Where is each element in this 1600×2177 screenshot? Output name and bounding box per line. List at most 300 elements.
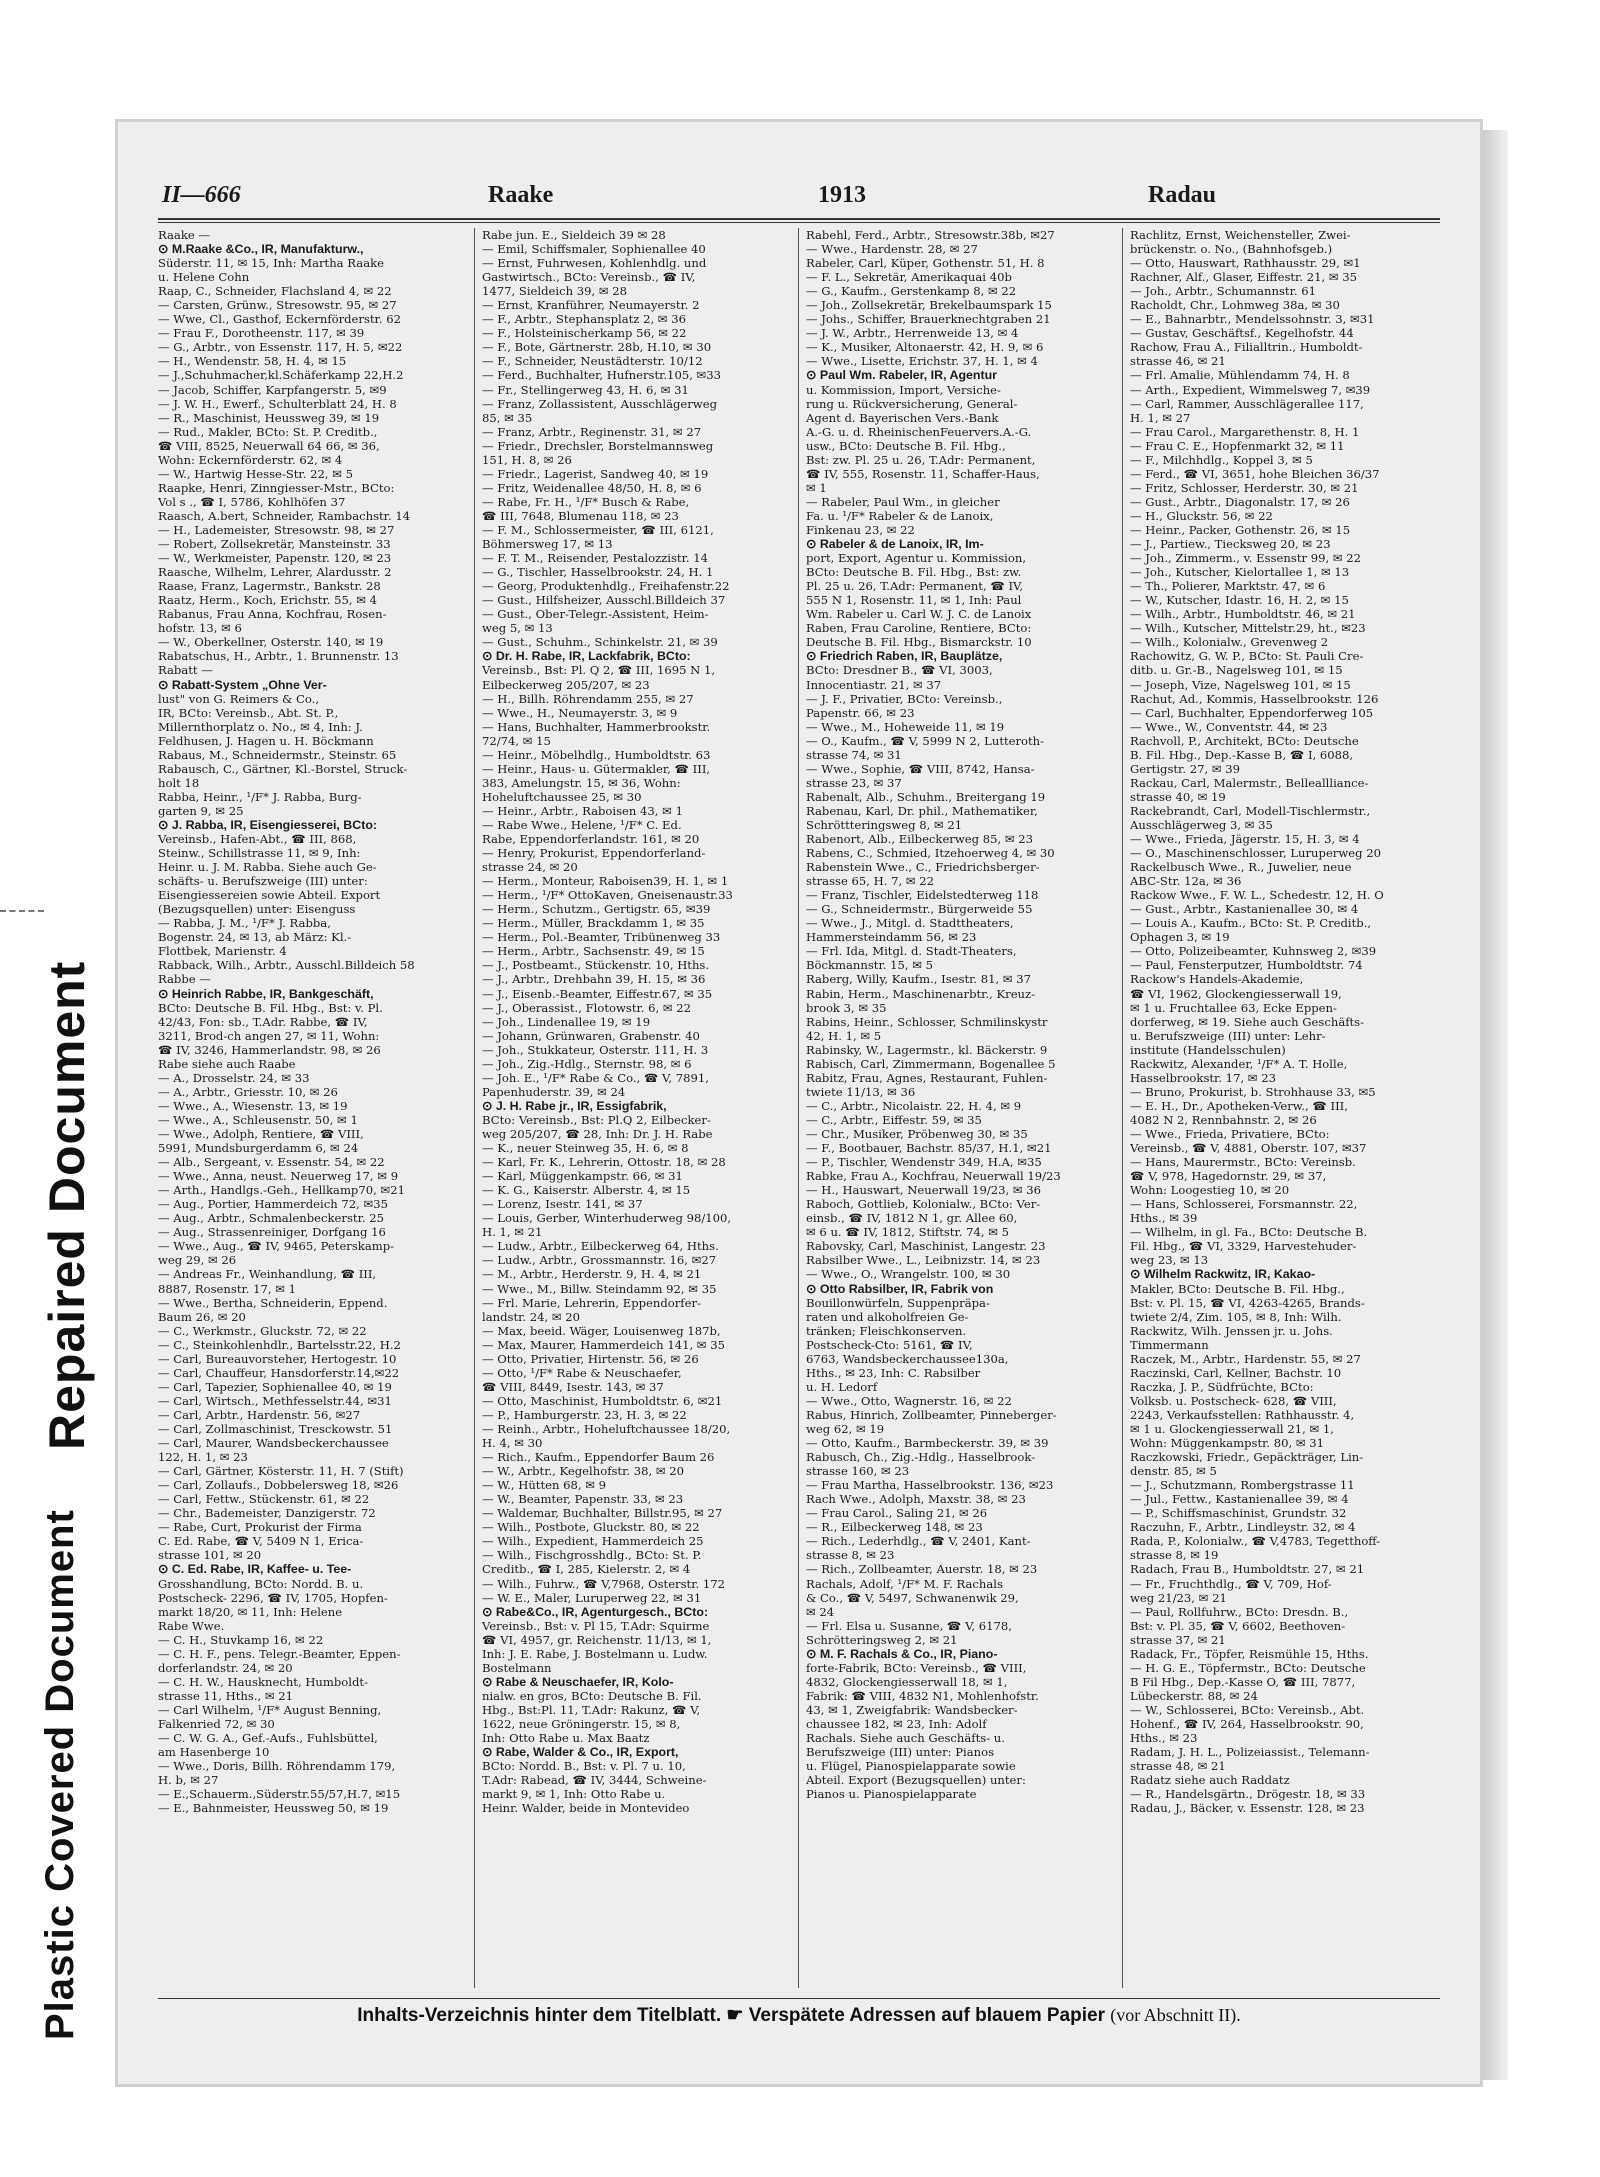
directory-entry-line: ⊙ Heinrich Rabbe, IR, Bankgeschäft, <box>158 986 374 1001</box>
directory-entry-line: Baum 26, ✉ 20 <box>158 1309 246 1324</box>
directory-entry-line: Gastwirtsch., BCto: Vereinsb., ☎ IV, <box>482 270 696 285</box>
directory-entry-line: BCto: Deutsche B. Fil. Hbg., Bst: zw. <box>806 565 1022 580</box>
directory-entry-line: Postscheck- 2296, ☎ IV, 1705, Hopfen- <box>158 1590 388 1605</box>
directory-entry-line: twiete 11/13, ✉ 36 <box>806 1084 916 1099</box>
directory-entry-line: Rabbe — <box>158 972 211 987</box>
directory-entry-line: ⊙ J. Rabba, IR, Eisengiesserei, BCto: <box>158 817 378 832</box>
directory-entry-line: u. H. Ledorf <box>806 1379 878 1394</box>
directory-entry-line: — Frl. Ida, Mitgl. d. Stadt-Theaters, <box>806 944 1017 959</box>
directory-entry-line: — Ludw., Arbtr., Grossmannstr. 16, ✉27 <box>482 1253 717 1268</box>
directory-entry-line: — Hans, Schlosserei, Forsmannstr. 22, <box>1130 1197 1358 1212</box>
directory-entry-line: Rackebrandt, Carl, Modell-Tischlermstr., <box>1130 803 1371 818</box>
directory-entry-line: Rachlitz, Ernst, Weichensteller, Zwei- <box>1130 228 1351 242</box>
directory-entry-line: — J. W. H., Ewerf., Schulterblatt 24, H. 8 <box>158 396 397 411</box>
directory-entry-line: — Aug., Strassenreiniger, Dorfgang 16 <box>158 1225 386 1240</box>
directory-entry-line: ABC-Str. 12a, ✉ 36 <box>1130 874 1242 889</box>
directory-entry-line: dorferweg, ✉ 19. Siehe auch Geschäfts- <box>1130 1014 1365 1029</box>
directory-entry-line: — Carl, Rammer, Ausschlägerallee 117, <box>1130 396 1364 411</box>
directory-entry-line: — Rabe, Curt, Prokurist der Firma <box>158 1520 362 1535</box>
directory-entry-line: — Th., Polierer, Marktstr. 47, ✉ 6 <box>1130 579 1326 594</box>
directory-entry-line: Bostelmann <box>482 1660 552 1675</box>
directory-entry-line: ⊙ J. H. Rabe jr., IR, Essigfabrik, <box>482 1098 667 1113</box>
directory-entry-line: brückenstr. o. No., (Bahnhofsgeb.) <box>1130 242 1333 257</box>
directory-entry-line: markt 9, ✉ 1, Inh: Otto Rabe u. <box>482 1787 666 1802</box>
directory-entry-line: Rachals. Siehe auch Geschäfts- u. <box>806 1731 1005 1746</box>
directory-entry-line: — Carl, Bureauvorsteher, Hertogestr. 10 <box>158 1351 397 1366</box>
directory-entry-line: B Fil Hbg., Dep.-Kasse O, ☎ III, 7877, <box>1130 1674 1356 1689</box>
directory-entry-line: — Wwe., A., Wiesenstr. 13, ✉ 19 <box>158 1098 348 1113</box>
directory-entry-line: — Joh., Zollsekretär, Brekelbaumspark 15 <box>806 298 1052 313</box>
directory-entry-line: Lübeckerstr. 88, ✉ 24 <box>1130 1688 1258 1703</box>
directory-entry-line: strasse 37, ✉ 21 <box>1130 1632 1226 1647</box>
directory-entry-line: Rackelbusch Wwe., R., Juwelier, neue <box>1130 860 1352 875</box>
directory-entry-line: Raatz, Herm., Koch, Erichstr. 55, ✉ 4 <box>158 593 378 608</box>
directory-entry-line: — Wwe., Lisette, Erichstr. 37, H. 1, ✉ 4 <box>806 354 1038 369</box>
directory-entry-line: ✉ 1 u. Glockengiesserwall 21, ✉ 1, <box>1130 1421 1334 1436</box>
directory-entry-line: Hths., ✉ 23, Inh: C. Rabsilber <box>806 1365 981 1380</box>
directory-entry-line: — Otto, Polizeibeamter, Kuhnsweg 2, ✉39 <box>1130 944 1377 959</box>
directory-entry-line: — J. W., Arbtr., Herrenweide 13, ✉ 4 <box>806 326 1019 341</box>
directory-entry-line: — Herm., Schutzm., Gertigstr. 65, ✉39 <box>482 902 711 917</box>
directory-entry-line: — K. G., Kaiserstr. Alberstr. 4, ✉ 15 <box>482 1183 691 1198</box>
directory-entry-line: — Wilhelm, in gl. Fa., BCto: Deutsche B. <box>1130 1225 1368 1240</box>
directory-entry-line: — Johs., Schiffer, Brauerknechtgraben 21 <box>806 312 1051 327</box>
directory-entry-line: Rackau, Carl, Malermstr., Belleallliance- <box>1130 775 1369 790</box>
directory-entry-line: — W. E., Maler, Luruperweg 22, ✉ 31 <box>482 1590 702 1605</box>
header-year: 1913 <box>818 182 866 208</box>
directory-entry-line: — H., Lademeister, Stresowstr. 98, ✉ 27 <box>158 522 395 537</box>
scanned-page <box>118 122 1480 2084</box>
directory-entry-line: — W., Hütten 68, ✉ 9 <box>482 1478 607 1493</box>
directory-entry-line: — Wwe., Frieda, Privatiere, BCto: <box>1130 1127 1330 1141</box>
directory-entry-line: — J., Partiew., Tiecksweg 20, ✉ 23 <box>1130 537 1331 552</box>
directory-entry-line: 85, ✉ 35 <box>482 410 533 425</box>
directory-entry-line: Raasch, A.bert, Schneider, Rambachstr. 14 <box>158 508 411 523</box>
directory-entry-line: — J. F., Privatier, BCto: Vereinsb., <box>806 691 1003 706</box>
directory-entry-line: — Otto, ¹/F* Rabe & Neuschaefer, <box>482 1365 682 1380</box>
directory-entry-line: — Wwe., Otto, Wagnerstr. 16, ✉ 22 <box>806 1393 1012 1408</box>
directory-entry-line: Rabus, Hinrich, Zollbeamter, Pinneberger- <box>806 1407 1057 1422</box>
directory-entry-line: Raczuhn, F., Arbtr., Lindleystr. 32, ✉ 4 <box>1130 1520 1356 1535</box>
directory-entry-line: H. b, ✉ 27 <box>158 1773 219 1788</box>
directory-entry-line: — Wilh., Kutscher, Mittelstr.29, ht., ✉23 <box>1130 621 1366 636</box>
directory-entry-line: — Wwe., Frieda, Jägerstr. 15, H. 3, ✉ 4 <box>1130 832 1360 847</box>
directory-entry-line: — Rabeler, Paul Wm., in gleicher <box>806 494 1000 509</box>
scan-edge-shadow <box>1480 130 1508 2080</box>
directory-entry-line: — Wwe., Aug., ☎ IV, 9465, Peterskamp- <box>158 1239 395 1254</box>
directory-entry-line: Rabsilber Wwe., L., Leibnizstr. 14, ✉ 23 <box>806 1253 1041 1268</box>
directory-entry-line: — Carl, Fettw., Stückenstr. 61, ✉ 22 <box>158 1492 370 1507</box>
directory-entry-line: Rachow, Frau A., Filialltrin., Humboldt- <box>1130 340 1363 355</box>
directory-entry-line: Böckmannstr. 15, ✉ 5 <box>806 958 934 973</box>
directory-entry-line: — Carl, Wirtsch., Methfesselstr.44, ✉31 <box>158 1393 392 1408</box>
directory-entry-line: — Emil, Schiffsmaler, Sophienallee 40 <box>482 242 706 257</box>
directory-entry-line: — Wilh., Fuhrw., ☎ V,7968, Osterstr. 172 <box>482 1576 725 1591</box>
directory-entry-line: Radach, Frau B., Humboldtstr. 27, ✉ 21 <box>1130 1562 1365 1577</box>
directory-entry-line: Raczkowski, Friedr., Gepäckträger, Lin- <box>1130 1450 1364 1465</box>
directory-entry-line: ✉ 1 u. Fruchtallee 63, Ecke Eppen- <box>1130 1000 1337 1015</box>
directory-entry-line: — F., Milchhdlg., Koppel 3, ✉ 5 <box>1130 452 1313 467</box>
directory-entry-line: — W., Beamter, Papenstr. 33, ✉ 23 <box>482 1492 684 1507</box>
directory-page <box>148 166 1450 2046</box>
directory-entry-line: 555 N 1, Rosenstr. 11, ✉ 1, Inh: Paul <box>806 593 1022 608</box>
directory-entry-line: — Herm., ¹/F* OttoKaven, Gneisenaustr.33 <box>482 888 733 903</box>
directory-entry-line: — Lorenz, Isestr. 141, ✉ 37 <box>482 1197 643 1212</box>
directory-entry-line: weg 21/23, ✉ 21 <box>1130 1590 1227 1605</box>
directory-columns <box>158 228 1440 1994</box>
directory-entry-line: — E.,Schauerm.,Süderstr.55/57,H.7, ✉15 <box>158 1787 401 1802</box>
directory-entry-line: — C., Werkmstr., Gluckstr. 72, ✉ 22 <box>158 1323 367 1338</box>
directory-entry-line: — Wwe., M., Billw. Steindamm 92, ✉ 35 <box>482 1281 717 1296</box>
directory-entry-line: Raboch, Gottlieb, Kolonialw., BCto: Ver- <box>806 1197 1041 1212</box>
directory-entry-line: ⊙ Friedrich Raben, IR, Bauplätze, <box>806 649 1003 664</box>
column-2 <box>482 228 792 1994</box>
directory-entry-line: — F. L., Sekretär, Amerikaquai 40b <box>806 270 1012 285</box>
directory-entry-line: — Arth., Expedient, Wimmelsweg 7, ✉39 <box>1130 382 1371 397</box>
directory-entry-line: — Wwe., Sophie, ☎ VIII, 8742, Hansa- <box>806 761 1035 776</box>
column-3 <box>806 228 1116 1994</box>
directory-entry-line: — C. H. W., Hausknecht, Humboldt- <box>158 1674 368 1689</box>
directory-entry-line: Hths., ✉ 23 <box>1130 1731 1198 1746</box>
directory-entry-line: ⊙ M.Raake &Co., IR, Manufakturw., <box>158 242 364 257</box>
directory-entry-line: landstr. 24, ✉ 20 <box>482 1309 581 1324</box>
directory-entry-line: Vereinsb., ☎ V, 4881, Oberstr. 107, ✉37 <box>1130 1141 1367 1156</box>
directory-entry-line: — Joh., Kutscher, Kielortallee 1, ✉ 13 <box>1130 565 1350 580</box>
directory-entry-line: Rabusch, Ch., Zig.-Hdlg., Hasselbrook- <box>806 1450 1036 1465</box>
directory-entry-line: — Friedr., Lagerist, Sandweg 40, ✉ 19 <box>482 466 709 481</box>
directory-entry-line: — Ludw., Arbtr., Eilbeckerweg 64, Hths. <box>482 1239 719 1254</box>
directory-entry-line: einsb., ☎ IV, 1812 N 1, gr. Allee 60, <box>806 1211 1018 1226</box>
directory-entry-line: Radam, J. H. L., Polizeiassist., Telemann- <box>1130 1745 1370 1760</box>
directory-entry-line: u. Kommission, Import, Versiche- <box>806 382 1001 397</box>
directory-entry-line: Deutsche B. Fil. Hbg., Bismarckstr. 10 <box>806 635 1032 650</box>
directory-entry-line: — Carl, Zollaufs., Dobbelersweg 18, ✉26 <box>158 1478 399 1493</box>
directory-entry-line: Rabe jun. E., Sieldeich 39 ✉ 28 <box>482 228 666 242</box>
directory-entry-line: — Frau Martha, Hasselbrookstr. 136, ✉23 <box>806 1478 1054 1493</box>
directory-entry-line: — Robert, Zollsekretär, Mansteinstr. 33 <box>158 537 391 552</box>
directory-entry-line: — C. W. G. A., Gef.-Aufs., Fuhlsbüttel, <box>158 1731 378 1746</box>
directory-entry-line: Rabovsky, Carl, Maschinist, Langestr. 23 <box>806 1239 1046 1254</box>
directory-entry-line: Finkenau 23, ✉ 22 <box>806 522 915 537</box>
directory-entry-line: ☎ VI, 4957, gr. Reichenstr. 11/13, ✉ 1, <box>482 1632 712 1647</box>
directory-entry-line: — Joh. E., ¹/F* Rabe & Co., ☎ V, 7891, <box>482 1070 709 1085</box>
directory-entry-line: — Jacob, Schiffer, Karpfangerstr. 5, ✉9 <box>158 382 387 397</box>
directory-entry-line: strasse 40, ✉ 19 <box>1130 789 1226 804</box>
cut-mark <box>0 910 44 912</box>
directory-entry-line: — G., Kaufm., Gerstenkamp 8, ✉ 22 <box>806 284 1017 299</box>
directory-entry-line: — Wilh., Postbote, Gluckstr. 80, ✉ 22 <box>482 1520 700 1535</box>
directory-entry-line: strasse 48, ✉ 21 <box>1130 1759 1226 1774</box>
directory-entry-line: Rachvoll, P., Architekt, BCto: Deutsche <box>1130 733 1359 748</box>
column-1 <box>158 228 468 1994</box>
directory-entry-line: Rachals, Adolf, ¹/F* M. F. Rachals <box>806 1576 1003 1591</box>
column-4 <box>1130 228 1440 1994</box>
directory-entry-line: — Hans, Maurermstr., BCto: Vereinsb. <box>1130 1155 1356 1170</box>
directory-entry-line: — Bruno, Prokurist, b. Strohhause 33, ✉5 <box>1130 1084 1376 1099</box>
directory-entry-line: 383, Amelungstr. 15, ✉ 36, Wohn: <box>482 775 681 790</box>
directory-entry-line: — Friedr., Drechsler, Borstelmannsweg <box>482 438 714 453</box>
directory-entry-line: strasse 74, ✉ 31 <box>806 747 902 762</box>
directory-entry-line: Rachowitz, G. W. P., BCto: St. Pauli Cre- <box>1130 649 1364 664</box>
directory-entry-line: ☎ VIII, 8525, Neuerwall 64 66, ✉ 36, <box>158 438 380 453</box>
directory-entry-line: — F., Holsteinischerkamp 56, ✉ 22 <box>482 326 687 341</box>
directory-entry-line: — Joh., Arbtr., Schumannstr. 61 <box>1130 284 1316 299</box>
directory-entry-line: — Heinr., Arbtr., Raboisen 43, ✉ 1 <box>482 803 683 818</box>
directory-entry-line: — Heinr., Möbelhdlg., Humboldtstr. 63 <box>482 747 711 762</box>
directory-entry-line: Gertigstr. 27, ✉ 39 <box>1130 761 1240 776</box>
directory-entry-line: — Rich., Lederhdlg., ☎ V, 2401, Kant- <box>806 1534 1031 1549</box>
directory-entry-line: Rach Wwe., Adolph, Maxstr. 38, ✉ 23 <box>806 1492 1026 1507</box>
directory-entry-line: Raben, Frau Caroline, Rentiere, BCto: <box>806 621 1032 636</box>
directory-entry-line: Berufszweige (III) unter: Pianos <box>806 1745 995 1760</box>
directory-entry-line: Timmermann <box>1130 1337 1209 1352</box>
directory-entry-line: — W., Schlosserei, BCto: Vereinsb., Abt. <box>1130 1702 1365 1717</box>
directory-entry-line: — Franz, Zollassistent, Ausschlägerweg <box>482 396 718 411</box>
directory-entry-line: — Wwe, Cl., Gasthof, Eckernförderstr. 62 <box>158 312 401 327</box>
directory-entry-line: (Bezugsquellen) unter: Eisenguss <box>158 902 356 917</box>
directory-entry-line: — Heinr., Haus- u. Gütermakler, ☎ III, <box>482 761 711 776</box>
directory-entry-line: — J., Arbtr., Drehbahn 39, H. 15, ✉ 36 <box>482 972 706 987</box>
directory-entry-line: — A., Arbtr., Griesstr. 10, ✉ 26 <box>158 1084 338 1099</box>
directory-entry-line: — A., Drosselstr. 24, ✉ 33 <box>158 1070 310 1085</box>
directory-entry-line: Rabenort, Alb., Eilbeckerweg 85, ✉ 23 <box>806 832 1034 847</box>
directory-entry-line: ⊙ Rabe, Walder & Co., IR, Export, <box>482 1745 679 1760</box>
directory-entry-line: Rabenau, Karl, Dr. phil., Mathematiker, <box>806 803 1038 818</box>
directory-entry-line: C. Ed. Rabe, ☎ V, 5409 N 1, Erica- <box>158 1534 364 1549</box>
directory-entry-line: Rachner, Alf., Glaser, Eiffestr. 21, ✉ 35 <box>1130 270 1357 285</box>
directory-entry-line: — Reinh., Arbtr., Hoheluftchaussee 18/20, <box>482 1421 731 1436</box>
directory-entry-line: ⊙ Paul Wm. Rabeler, IR, Agentur <box>806 368 997 383</box>
directory-entry-line: holt 18 <box>158 775 200 790</box>
directory-entry-line: ☎ III, 7648, Blumenau 118, ✉ 23 <box>482 508 679 523</box>
directory-entry-line: Vereinsb., Bst: Pl. Q 2, ☎ III, 1695 N 1, <box>482 663 716 678</box>
directory-entry-line: — Rich., Kaufm., Eppendorfer Baum 26 <box>482 1450 715 1465</box>
directory-entry-line: — E., Bahnarbtr., Mendelssohnstr. 3, ✉31 <box>1130 312 1375 327</box>
directory-entry-line: — Gust., Schuhm., Schinkelstr. 21, ✉ 39 <box>482 635 718 650</box>
directory-entry-line: 122, H. 1, ✉ 23 <box>158 1450 248 1465</box>
directory-entry-line: 1477, Sieldeich 39, ✉ 28 <box>482 284 628 299</box>
directory-entry-line: Hasselbrookstr. 17, ✉ 23 <box>1130 1070 1276 1085</box>
directory-entry-line: Raberg, Willy, Kaufm., Isestr. 81, ✉ 37 <box>806 972 1032 987</box>
directory-entry-line: weg 205/207, ☎ 28, Inh: Dr. J. H. Rabe <box>482 1127 713 1141</box>
directory-entry-line: ☎ VIII, 8449, Isestr. 143, ✉ 37 <box>482 1379 664 1394</box>
directory-entry-line: — Ernst, Kranführer, Neumayerstr. 2 <box>482 298 700 313</box>
page-footer <box>158 2004 1440 2027</box>
directory-entry-line: strasse 46, ✉ 21 <box>1130 354 1226 369</box>
directory-entry-line: — Wwe., J., Mitgl. d. Stadttheaters, <box>806 916 1014 931</box>
directory-entry-line: Volksb. u. Postscheck- 628, ☎ VIII, <box>1130 1393 1337 1408</box>
directory-entry-line: — Joh., Stukkateur, Osterstr. 111, H. 3 <box>482 1042 709 1057</box>
directory-entry-line: Feldhusen, J. Hagen u. H. Böckmann <box>158 733 374 748</box>
directory-entry-line: Rabanus, Frau Anna, Kochfrau, Rosen- <box>158 607 387 622</box>
directory-entry-line: H. 1, ✉ 21 <box>482 1225 543 1240</box>
directory-entry-line: — Gust., Hilfsheizer, Ausschl.Billdeich 37 <box>482 593 726 608</box>
directory-entry-line: — Paul, Rollfuhrw., BCto: Dresdn. B., <box>1130 1604 1349 1619</box>
directory-entry-line: IR, BCto: Vereinsb., Abt. St. P., <box>158 705 339 720</box>
directory-entry-line: Inh: Otto Rabe u. Max Baatz <box>482 1731 650 1746</box>
directory-entry-line: — Gust., Arbtr., Kastanienallee 30, ✉ 4 <box>1130 902 1359 917</box>
directory-entry-line: ⊙ M. F. Rachals & Co., IR, Piano- <box>806 1646 998 1661</box>
directory-entry-line: 42/43, Fon: sb., T.Adr. Rabbe, ☎ IV, <box>158 1014 368 1029</box>
directory-entry-line: — P., Schiffsmaschinist, Grundstr. 32 <box>1130 1506 1347 1521</box>
directory-entry-line: — F., Bootbauer, Bachstr. 85/37, H.1, ✉21 <box>806 1141 1052 1156</box>
directory-entry-line: — Wwe., H., Neumayerstr. 3, ✉ 9 <box>482 705 678 720</box>
directory-entry-line: Rackow's Handels-Akademie, <box>1130 972 1304 987</box>
directory-entry-line: Rabins, Heinr., Schlosser, Schmilinskystr <box>806 1014 1048 1029</box>
directory-entry-line: — Carl, Zollmaschinist, Tresckowstr. 51 <box>158 1421 393 1436</box>
directory-entry-line: — Joh., Zimmerm., v. Essenstr 99, ✉ 22 <box>1130 551 1361 566</box>
directory-entry-line: Pianos u. Pianospielapparate <box>806 1787 977 1802</box>
directory-entry-line: — Chr., Musiker, Pröbenweg 30, ✉ 35 <box>806 1127 1028 1141</box>
directory-entry-line: — Frau Carol., Margarethenstr. 8, H. 1 <box>1130 424 1360 439</box>
directory-entry-line: Racholdt, Chr., Lohmweg 38a, ✉ 30 <box>1130 298 1340 313</box>
directory-entry-line: — Wwe., W., Conventstr. 44, ✉ 23 <box>1130 719 1328 734</box>
directory-entry-line: Schröttteringsweg 8, ✉ 21 <box>806 817 963 832</box>
directory-entry-line: 43, ✉ 1, Zweigfabrik: Wandsbecker- <box>806 1702 1018 1717</box>
directory-entry-line: brook 3, ✉ 35 <box>806 1000 887 1015</box>
directory-entry-line: Raczek, M., Arbtr., Hardenstr. 55, ✉ 27 <box>1130 1351 1361 1366</box>
directory-entry-line: — Frl. Elsa u. Susanne, ☎ V, 6178, <box>806 1618 1012 1633</box>
directory-entry-line: — K., neuer Steinweg 35, H. 6, ✉ 8 <box>482 1141 689 1156</box>
directory-entry-line: — Carl, Arbtr., Hardenstr. 56, ✉27 <box>158 1407 361 1422</box>
directory-entry-line: 151, H. 8, ✉ 26 <box>482 452 572 467</box>
header-left-keyword: Raake <box>488 182 554 208</box>
directory-entry-line: & Co., ☎ V, 5497, Schwanenwik 29, <box>806 1590 1019 1605</box>
directory-entry-line: forte-Fabrik, BCto: Vereinsb., ☎ VIII, <box>806 1660 1027 1675</box>
directory-entry-line: Bouillonwürfeln, Suppenpräpa- <box>806 1295 990 1310</box>
header-rule-thin <box>158 222 1440 223</box>
directory-entry-line: — Johann, Grünwaren, Grabenstr. 40 <box>482 1028 700 1043</box>
directory-entry-line: Bogenstr. 24, ✉ 13, ab März: Kl.- <box>158 930 352 945</box>
directory-entry-line: — Wwe., Anna, neust. Neuerweg 17, ✉ 9 <box>158 1169 399 1184</box>
directory-entry-line: — Alb., Sergeant, v. Essenstr. 54, ✉ 22 <box>158 1155 385 1170</box>
side-label-strip <box>0 0 120 2177</box>
directory-entry-line: — Carl, Maurer, Wandsbeckerchaussee <box>158 1436 389 1451</box>
directory-entry-line: — Gust., Ober-Telegr.-Assistent, Heim- <box>482 607 709 622</box>
directory-entry-line: Rabin, Herm., Maschinenarbtr., Kreuz- <box>806 986 1036 1001</box>
directory-entry-line: — Rich., Zollbeamter, Auerstr. 18, ✉ 23 <box>806 1562 1038 1577</box>
directory-entry-line: Ophagen 3, ✉ 19 <box>1130 930 1230 945</box>
directory-entry-line: strasse 8, ✉ 19 <box>1130 1548 1219 1563</box>
directory-entry-line: Wm. Rabeler u. Carl W. J. C. de Lanoix <box>806 607 1032 622</box>
directory-entry-line: T.Adr: Rabead, ☎ IV, 3444, Schweine- <box>482 1773 707 1788</box>
directory-entry-line: — Gust., Arbtr., Diagonalstr. 17, ✉ 26 <box>1130 494 1350 509</box>
directory-entry-line: B. Fil. Hbg., Dep.-Kasse B, ☎ I, 6088, <box>1130 747 1354 762</box>
header-right-keyword: Radau <box>1148 182 1217 208</box>
directory-entry-line: Rada, P., Kolonialw., ☎ V,4783, Tegetthoff- <box>1130 1534 1381 1549</box>
directory-entry-line: — Rud., Makler, BCto: St. P. Creditb., <box>158 424 378 439</box>
directory-entry-line: Grosshandlung, BCto: Nordd. B. u. <box>158 1576 364 1591</box>
directory-entry-line: — P., Hamburgerstr. 23, H. 3, ✉ 22 <box>482 1407 687 1422</box>
directory-entry-line: BCto: Deutsche B. Fil. Hbg., Bst: v. Pl. <box>158 1000 383 1015</box>
directory-entry-line: raten und alkoholfreien Ge- <box>806 1309 969 1324</box>
directory-entry-line: — F., Arbtr., Stephansplatz 2, ✉ 36 <box>482 312 686 327</box>
directory-entry-line: — Joseph, Vize, Nagelsweg 101, ✉ 15 <box>1130 677 1351 692</box>
directory-entry-line: — Franz, Tischler, Eidelstedterweg 118 <box>806 888 1039 903</box>
directory-entry-line: — Max, beeid. Wäger, Louisenweg 187b, <box>482 1323 721 1338</box>
directory-entry-line: Heinr. Walder, beide in Montevideo <box>482 1801 690 1816</box>
directory-entry-line: — Jul., Fettw., Kastanienallee 39, ✉ 4 <box>1130 1492 1349 1507</box>
directory-entry-line: — H., Billh. Röhrendamm 255, ✉ 27 <box>482 691 694 706</box>
directory-entry-line: Wohn: Loogestieg 10, ✉ 20 <box>1130 1183 1290 1198</box>
directory-entry-line: — J., Oberassist., Flotowstr. 6, ✉ 22 <box>482 1000 692 1015</box>
directory-entry-line: Rackwitz, Wilh. Jenssen jr. u. Johs. <box>1130 1323 1333 1338</box>
directory-entry-line: Rabke, Frau A., Kochfrau, Neuerwall 19/23 <box>806 1169 1061 1184</box>
directory-entry-line: — Ferd., ☎ VI, 3651, hohe Bleichen 36/37 <box>1130 466 1380 481</box>
directory-entry-line: Rackwitz, Alexander, ¹/F* A. T. Holle, <box>1130 1056 1348 1071</box>
directory-entry-line: — Wwe., Hardenstr. 28, ✉ 27 <box>806 242 978 257</box>
directory-entry-line: — Frau Carol., Saling 21, ✉ 26 <box>806 1506 988 1521</box>
directory-entry-line: — J., Eisenb.-Beamter, Eiffestr.67, ✉ 35 <box>482 986 713 1001</box>
directory-entry-line: Falkenried 72, ✉ 30 <box>158 1716 275 1731</box>
directory-entry-line: hofstr. 13, ✉ 6 <box>158 621 242 636</box>
directory-entry-line: ditb. u. Gr.-B., Nagelsweg 101, ✉ 15 <box>1130 663 1343 678</box>
directory-entry-line: Süderstr. 11, ✉ 15, Inh: Martha Raake <box>158 256 384 271</box>
directory-entry-line: chaussee 182, ✉ 23, Inh: Adolf <box>806 1716 987 1731</box>
directory-entry-line: — C., Arbtr., Nicolaistr. 22, H. 4, ✉ 9 <box>806 1098 1022 1113</box>
directory-entry-line: — Joh., Lindenallee 19, ✉ 19 <box>482 1014 651 1029</box>
directory-entry-line: garten 9, ✉ 25 <box>158 803 244 818</box>
directory-entry-line: — Carl, Gärtner, Kösterstr. 11, H. 7 (Stift) <box>158 1464 404 1479</box>
directory-entry-line: — O., Maschinenschlosser, Luruperweg 20 <box>1130 846 1381 861</box>
directory-entry-line: — Frl. Amalie, Mühlendamm 74, H. 8 <box>1130 368 1350 383</box>
directory-entry-line: schäfts- u. Berufszweige (III) unter: <box>158 874 368 889</box>
directory-entry-line: — Otto, Hauswart, Rathhausstr. 29, ✉1 <box>1130 256 1361 271</box>
directory-entry-line: Bst: v. Pl. 15, ☎ VI, 4263-4265, Brands- <box>1130 1295 1365 1310</box>
plastic-covered-label: Plastic Covered Document <box>38 1509 82 2040</box>
directory-entry-line: ✉ 6 u. ☎ IV, 1812, Stiftstr. 74, ✉ 5 <box>806 1225 1010 1240</box>
directory-entry-line: — Franz, Arbtr., Reginenstr. 31, ✉ 27 <box>482 424 702 439</box>
directory-entry-line: Hohenf., ☎ IV, 264, Hasselbrookstr. 90, <box>1130 1716 1364 1731</box>
directory-entry-line: Fabrik: ☎ VIII, 4832 N1, Mohlenhofstr. <box>806 1688 1039 1703</box>
directory-entry-line: ⊙ Dr. H. Rabe, IR, Lackfabrik, BCto: <box>482 649 691 664</box>
directory-entry-line: — Hans, Buchhalter, Hammerbrookstr. <box>482 719 711 734</box>
directory-entry-line: — P., Tischler, Wendenstr 349, H.A, ✉35 <box>806 1155 1042 1170</box>
directory-entry-line: Abteil. Export (Bezugsquellen) unter: <box>806 1773 1026 1788</box>
directory-entry-line: — W., Hartwig Hesse-Str. 22, ✉ 5 <box>158 466 353 481</box>
directory-entry-line: Schrötteringsweg 2, ✉ 21 <box>806 1632 958 1647</box>
directory-entry-line: usw., BCto: Deutsche B. Fil. Hbg., <box>806 438 1006 453</box>
directory-entry-line: dorferlandstr. 24, ✉ 20 <box>158 1660 293 1675</box>
directory-entry-line: Raapke, Henri, Zinngiesser-Mstr., BCto: <box>158 480 395 495</box>
footer-rule <box>158 1998 1440 1999</box>
directory-entry-line: Rabitz, Frau, Agnes, Restaurant, Fuhlen- <box>806 1070 1048 1085</box>
directory-entry-line: — J., Postbeamt., Stückenstr. 10, Hths. <box>482 958 710 973</box>
directory-entry-line: — Wilh., Expedient, Hammerdeich 25 <box>482 1534 704 1549</box>
directory-entry-line: — Otto, Maschinist, Humboldtstr. 6, ✉21 <box>482 1393 723 1408</box>
directory-entry-line: ⊙ Rabe&Co., IR, Agenturgesch., BCto: <box>482 1604 709 1619</box>
directory-entry-line: twiete 2/4, Zim. 105, ✉ 8, Inh: Wilh. <box>1130 1309 1342 1324</box>
directory-entry-line: Rabatt — <box>158 663 213 678</box>
directory-entry-line: Raczinski, Carl, Kellner, Bachstr. 10 <box>1130 1365 1342 1380</box>
directory-entry-line: — G., Tischler, Hasselbrookstr. 24, H. 1 <box>482 565 714 580</box>
directory-entry-line: Ausschlägerweg 3, ✉ 35 <box>1130 817 1273 832</box>
directory-entry-line: — Aug., Arbtr., Schmalenbeckerstr. 25 <box>158 1211 384 1226</box>
directory-entry-line: — Gustav, Geschäftsf., Kegelhofstr. 44 <box>1130 326 1354 341</box>
directory-entry-line: 2243, Verkaufsstellen: Rathhausstr. 4, <box>1130 1407 1355 1422</box>
directory-entry-line: — K., Musiker, Altonaerstr. 42, H. 9, ✉ 6 <box>806 340 1044 355</box>
directory-entry-line: Agent d. Bayerischen Vers.-Bank <box>806 410 999 425</box>
directory-entry-line: ⊙ C. Ed. Rabe, IR, Kaffee- u. Tee- <box>158 1562 352 1577</box>
directory-entry-line: Vereinsb., Bst: v. Pl 15, T.Adr: Squirme <box>482 1618 710 1633</box>
directory-entry-line: Rabens, C., Schmied, Itzehoerweg 4, ✉ 30 <box>806 846 1055 861</box>
directory-entry-line: Wohn: Müggenkampstr. 80, ✉ 31 <box>1130 1436 1325 1451</box>
directory-entry-line: — G., Arbtr., von Essenstr. 117, H. 5, ✉22 <box>158 340 403 355</box>
directory-entry-line: — Carl Wilhelm, ¹/F* August Benning, <box>158 1702 382 1717</box>
directory-entry-line: — Herm., Pol.-Beamter, Tribünenweg 33 <box>482 930 721 945</box>
directory-entry-line: Raap, C., Schneider, Flachsland 4, ✉ 22 <box>158 284 392 299</box>
directory-entry-line: — Aug., Portier, Hammerdeich 72, ✉35 <box>158 1197 388 1212</box>
